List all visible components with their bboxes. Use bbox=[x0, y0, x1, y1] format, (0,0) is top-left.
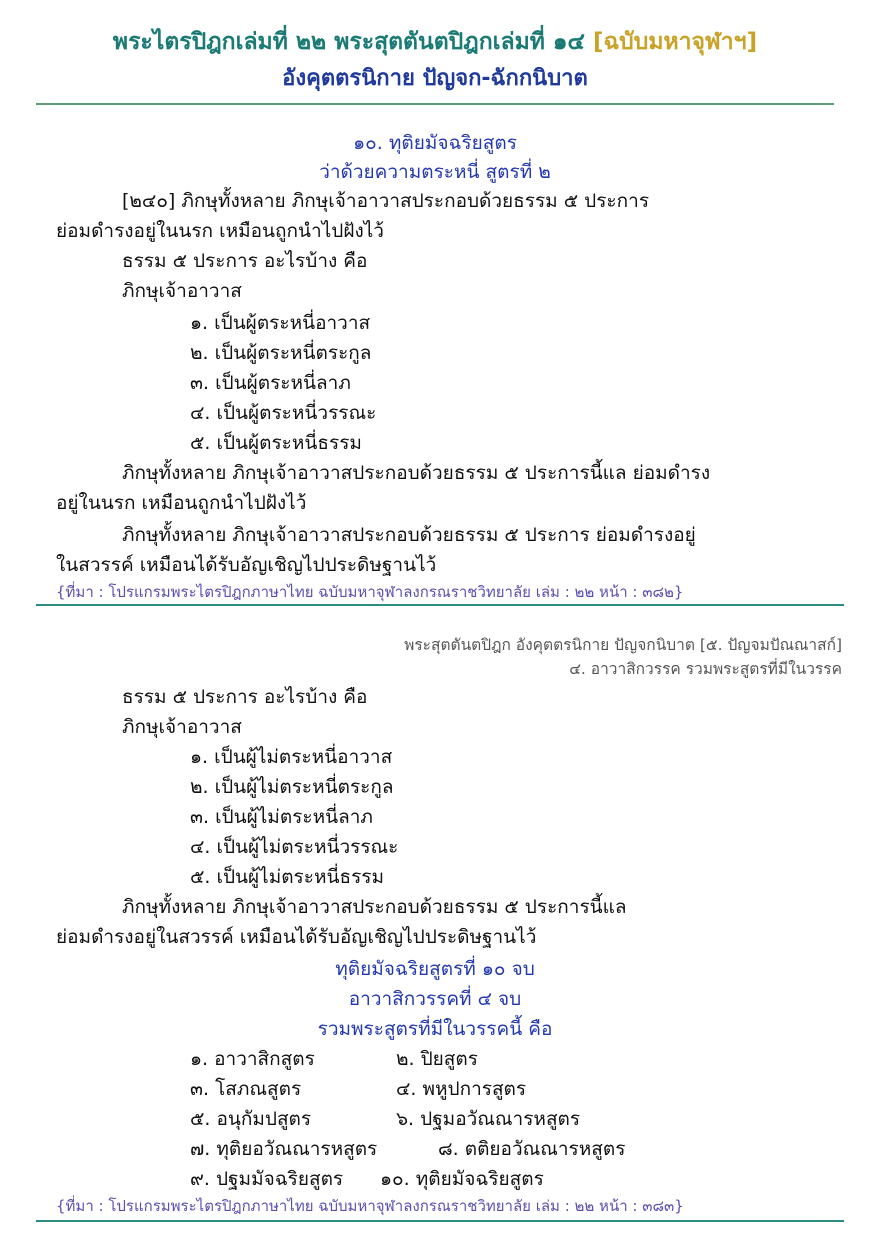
text-line: ในสวรรค์ เหมือนได้รับอัญเชิญไปประดิษฐานไว้ bbox=[56, 554, 437, 576]
list-item: ๕. เป็นผู้ตระหนี่ธรรม bbox=[190, 432, 362, 454]
title-main: พระไตรปิฎกเล่มที่ ๒๒ พระสุตตันตปิฎกเล่มที่ ๑๔ bbox=[112, 29, 585, 55]
list-item: ๑. เป็นผู้ตระหนี่อาวาส bbox=[190, 312, 371, 334]
running-head-sub: ๔. อาวาสิกวรรค รวมพระสูตรที่มีในวรรค bbox=[569, 660, 842, 678]
index-item: ๒. ปิยสูตร bbox=[396, 1048, 478, 1070]
text-line: ภิกษุทั้งหลาย ภิกษุเจ้าอาวาสประกอบด้วยธรรม ๕ ประการนี้แล bbox=[122, 896, 627, 918]
index-item: ๖. ปฐมอวัณณารหสูตร bbox=[396, 1108, 581, 1130]
text-line: ภิกษุทั้งหลาย ภิกษุเจ้าอาวาสประกอบด้วยธรรม ๕ ประการ ย่อมดำรงอยู่ bbox=[122, 524, 696, 546]
text-line: [๒๔๐] ภิกษุทั้งหลาย ภิกษุเจ้าอาวาสประกอบด้วยธรรม ๕ ประการ bbox=[122, 190, 650, 212]
list-item: ๓. เป็นผู้ไม่ตระหนี่ลาภ bbox=[190, 806, 373, 828]
list-item: ๓. เป็นผู้ตระหนี่ลาภ bbox=[190, 372, 351, 394]
text-line: ภิกษุเจ้าอาวาส bbox=[122, 280, 242, 302]
text-line: ธรรม ๕ ประการ อะไรบ้าง คือ bbox=[122, 250, 368, 272]
index-item: ๘. ตติยอวัณณารหสูตร bbox=[438, 1138, 626, 1160]
sutta-title: ๑๐. ทุติยมัจฉริยสูตร bbox=[353, 132, 517, 154]
source-note: {ที่มา : โปรแกรมพระไตรปิฎกภาษาไทย ฉบับมหาจุฬาลงกรณราชวิทยาลัย เล่ม : ๒๒ หน้า : ๓๘๒} bbox=[56, 583, 684, 601]
list-item: ๑. เป็นผู้ไม่ตระหนี่อาวาส bbox=[190, 746, 393, 768]
title-edition: [ฉบับมหาจุฬาฯ] bbox=[592, 29, 758, 55]
index-item: ๑๐. ทุติยมัจฉริยสูตร bbox=[380, 1168, 544, 1190]
page-divider bbox=[36, 1220, 844, 1222]
vagga-index-heading: รวมพระสูตรที่มีในวรรคนี้ คือ bbox=[317, 1018, 553, 1040]
running-head: พระสุตตันตปิฎก อังคุตตรนิกาย ปัญจกนิบาต [๕. ปัญจมปัณณาสก์] bbox=[404, 636, 842, 654]
page-subtitle: อังคุตตรนิกาย ปัญจก-ฉักกนิบาต bbox=[282, 66, 588, 91]
page-title bbox=[0, 24, 870, 60]
sutta-end: ทุติยมัจฉริยสูตรที่ ๑๐ จบ bbox=[335, 958, 535, 980]
index-item: ๑. อาวาสิกสูตร bbox=[190, 1048, 315, 1070]
index-item: ๔. พหูปการสูตร bbox=[396, 1078, 527, 1100]
header-divider bbox=[36, 103, 834, 105]
index-item: ๗. ทุติยอวัณณารหสูตร bbox=[190, 1138, 378, 1160]
list-item: ๔. เป็นผู้ไม่ตระหนี่วรรณะ bbox=[190, 836, 399, 858]
text-line: ย่อมดำรงอยู่ในนรก เหมือนถูกนำไปฝังไว้ bbox=[56, 220, 384, 242]
vagga-end: อาวาสิกวรรคที่ ๔ จบ bbox=[348, 988, 522, 1010]
list-item: ๒. เป็นผู้ตระหนี่ตระกูล bbox=[190, 342, 372, 364]
index-item: ๕. อนุกัมปสูตร bbox=[190, 1108, 312, 1130]
list-item: ๕. เป็นผู้ไม่ตระหนี่ธรรม bbox=[190, 866, 385, 888]
page-divider bbox=[36, 604, 844, 606]
text-line: ย่อมดำรงอยู่ในสวรรค์ เหมือนได้รับอัญเชิญไปประดิษฐานไว้ bbox=[56, 926, 537, 948]
list-item: ๔. เป็นผู้ตระหนี่วรรณะ bbox=[190, 402, 377, 424]
sutta-subtitle: ว่าด้วยความตระหนี่ สูตรที่ ๒ bbox=[319, 161, 551, 183]
source-note: {ที่มา : โปรแกรมพระไตรปิฎกภาษาไทย ฉบับมหาจุฬาลงกรณราชวิทยาลัย เล่ม : ๒๒ หน้า : ๓๘๓} bbox=[56, 1197, 684, 1215]
list-item: ๒. เป็นผู้ไม่ตระหนี่ตระกูล bbox=[190, 776, 394, 798]
text-line: ภิกษุเจ้าอาวาส bbox=[122, 716, 242, 738]
index-item: ๙. ปฐมมัจฉริยสูตร bbox=[190, 1168, 344, 1190]
text-line: ภิกษุทั้งหลาย ภิกษุเจ้าอาวาสประกอบด้วยธรรม ๕ ประการนี้แล ย่อมดำรง bbox=[122, 462, 711, 484]
index-item: ๓. โสภณสูตร bbox=[190, 1078, 302, 1100]
text-line: อยู่ในนรก เหมือนถูกนำไปฝังไว้ bbox=[56, 492, 307, 514]
text-line: ธรรม ๕ ประการ อะไรบ้าง คือ bbox=[122, 686, 368, 708]
